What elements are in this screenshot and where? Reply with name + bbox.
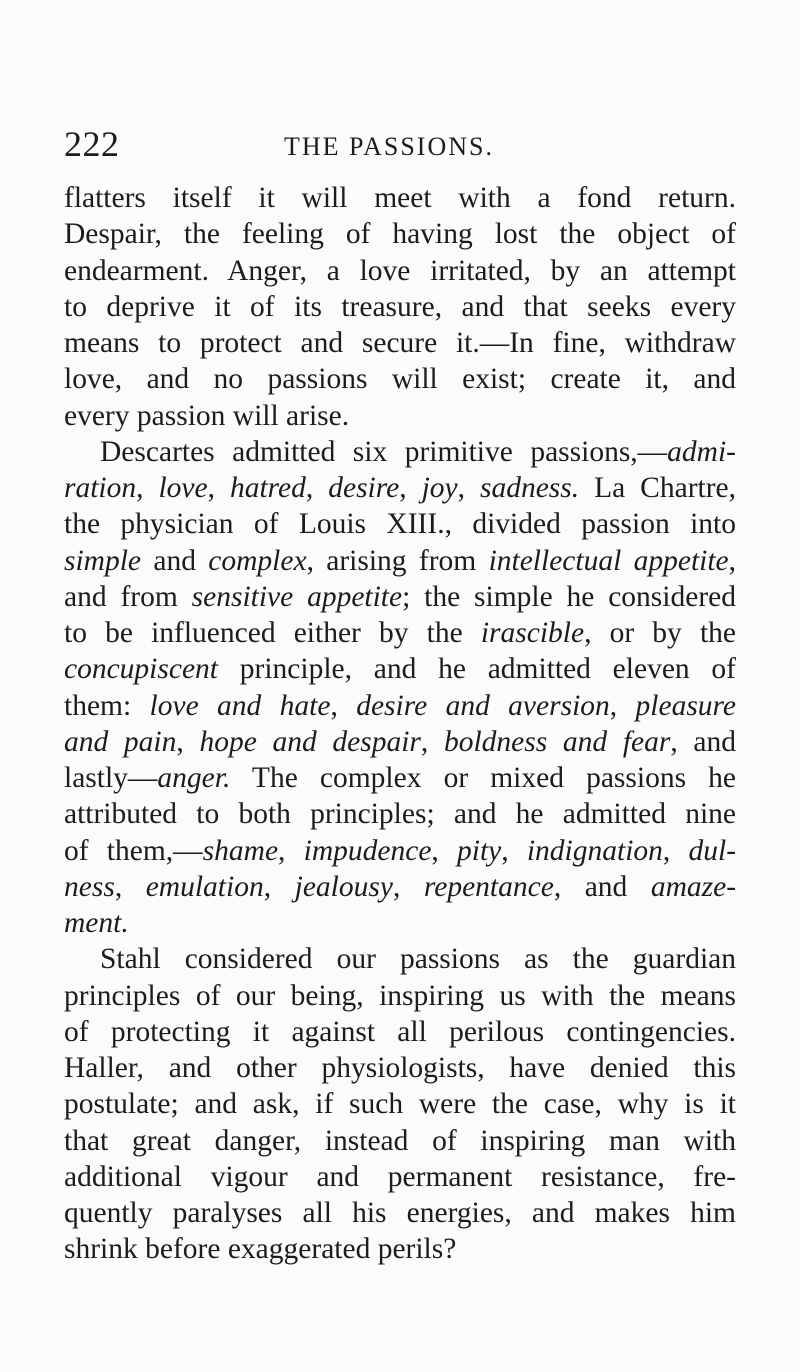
- text-line: [64, 253, 736, 289]
- text-span: ,: [176, 725, 200, 758]
- text-span: principle, and he admitted eleven of: [218, 653, 736, 686]
- text-line: [64, 1050, 736, 1086]
- text-span: ,: [431, 834, 458, 867]
- text-span: and: [141, 544, 209, 577]
- text-line: [64, 216, 736, 252]
- text-span: the physician of Louis XIII., divided passion into: [64, 508, 736, 541]
- text-span: ,: [136, 472, 159, 504]
- text-line: [64, 978, 736, 1014]
- text-span: , and: [553, 870, 651, 903]
- text-line: [64, 615, 736, 651]
- text-line: [64, 1195, 736, 1231]
- text-line: [64, 1086, 736, 1122]
- text-span: ,: [392, 870, 424, 903]
- text-line: [64, 506, 736, 542]
- page-header: [64, 124, 704, 164]
- text-line: [64, 869, 736, 905]
- text-span: Stahl considered our passions as the guardian: [100, 943, 736, 976]
- italic-text: pleasure: [635, 689, 737, 722]
- italic-text: desire: [328, 472, 400, 504]
- text-span: means to protect and secure it.—In fine, withdraw: [64, 327, 736, 359]
- italic-text: hatred: [229, 472, 306, 504]
- text-line: [64, 579, 736, 615]
- italic-text: anger.: [157, 762, 231, 794]
- text-line: [64, 470, 736, 506]
- text-span: additional vigour and permanent resistance, fre-: [64, 1160, 736, 1193]
- text-span: ,: [263, 870, 295, 903]
- text-span: shrink before exaggerated perils?: [64, 1233, 457, 1266]
- text-span: ,: [207, 472, 230, 504]
- text-line: [64, 325, 736, 361]
- text-span: Descartes admitted six primitive passions,—: [100, 435, 668, 468]
- text-span: and from: [64, 580, 192, 613]
- text-line: [64, 543, 736, 579]
- text-span: lastly—: [64, 762, 158, 794]
- text-span: ,: [609, 689, 636, 722]
- text-line: [64, 289, 736, 325]
- text-line: [64, 941, 736, 977]
- text-span: ,: [330, 689, 357, 722]
- text-line: [64, 688, 736, 724]
- text-span: ,: [399, 472, 422, 504]
- italic-text: amaze-: [650, 870, 737, 903]
- italic-text: repentance: [423, 870, 554, 903]
- italic-text: hope and despair: [199, 725, 421, 758]
- italic-text: irascible: [480, 617, 585, 649]
- italic-text: sadness.: [479, 472, 580, 504]
- italic-text: complex: [208, 544, 307, 577]
- text-span: quently paralyses all his energies, and makes him: [64, 1197, 736, 1229]
- text-line: [64, 1231, 736, 1267]
- text-line: [64, 361, 736, 397]
- text-span: , and: [670, 725, 737, 758]
- text-span: ,: [662, 834, 689, 867]
- text-line: [64, 1014, 736, 1050]
- italic-text: admi-: [667, 435, 736, 468]
- text-line: [64, 398, 736, 434]
- text-span: every passion will arise.: [64, 399, 350, 432]
- italic-text: ment.: [64, 907, 129, 939]
- text-line: [64, 724, 736, 760]
- italic-text: ration: [64, 472, 137, 504]
- text-span: La Chartre,: [579, 472, 737, 504]
- text-line: [64, 180, 736, 216]
- text-span: ,: [305, 472, 329, 504]
- italic-text: sensitive appetite: [191, 580, 403, 613]
- body-text: [64, 180, 736, 1268]
- text-span: The complex or mixed passions he: [230, 762, 736, 794]
- text-span: them:: [64, 689, 150, 722]
- italic-text: ness: [64, 870, 115, 903]
- text-span: , arising from: [306, 544, 489, 577]
- text-span: flatters itself it will meet with a fond return.: [64, 182, 736, 214]
- italic-text: jealousy: [294, 870, 393, 903]
- italic-text: simple: [64, 544, 142, 577]
- text-line: [64, 796, 736, 832]
- italic-text: dul-: [688, 834, 737, 867]
- italic-text: indignation: [526, 834, 663, 867]
- text-span: Despair, the feeling of having lost the object of: [64, 218, 736, 251]
- text-line: [64, 905, 736, 941]
- text-span: love, and no passions will exist; create it, and: [64, 363, 736, 396]
- text-span: of them,—: [64, 834, 203, 867]
- italic-text: desire and aversion: [356, 689, 610, 722]
- text-span: that great danger, instead of inspiring man with: [64, 1124, 736, 1157]
- text-span: ; the simple he considered: [402, 580, 736, 613]
- text-span: principles of our being, inspiring us with the means: [64, 979, 736, 1012]
- italic-text: joy: [421, 472, 458, 504]
- italic-text: intellectual appetite: [488, 544, 729, 577]
- text-line: [64, 833, 736, 869]
- text-line: [64, 651, 736, 687]
- text-span: postulate; and ask, if such were the case, why is it: [64, 1088, 736, 1121]
- running-head: THE PASSIONS.: [284, 132, 494, 161]
- page-number: 222: [64, 124, 120, 164]
- italic-text: pity: [457, 834, 502, 867]
- italic-text: shame: [202, 834, 279, 867]
- text-line: [64, 434, 736, 470]
- text-span: to be influenced either by the: [64, 617, 481, 649]
- italic-text: impudence: [303, 834, 432, 867]
- italic-text: emulation: [145, 870, 264, 903]
- italic-text: love: [158, 472, 208, 504]
- text-span: , or by the: [584, 617, 736, 649]
- text-span: ,: [457, 472, 480, 504]
- text-line: [64, 1123, 736, 1159]
- text-span: ,: [114, 870, 146, 903]
- text-span: ,: [501, 834, 527, 867]
- text-span: ,: [728, 544, 736, 577]
- text-span: ,: [420, 725, 444, 758]
- text-line: [64, 1159, 736, 1195]
- text-span: to deprive it of its treasure, and that seeks every: [64, 290, 736, 323]
- italic-text: boldness and fear: [443, 725, 671, 758]
- text-line: [64, 760, 736, 796]
- text-span: of protecting it against all perilous contingencies.: [64, 1015, 736, 1048]
- italic-text: love and hate: [149, 689, 331, 722]
- italic-text: and pain: [64, 725, 177, 758]
- italic-text: concupiscent: [64, 653, 218, 686]
- text-span: ,: [278, 834, 304, 867]
- text-span: Haller, and other physiologists, have denied this: [64, 1052, 736, 1084]
- text-span: attributed to both principles; and he admitted nine: [64, 798, 736, 831]
- text-span: endearment. Anger, a love irritated, by an attempt: [64, 254, 736, 287]
